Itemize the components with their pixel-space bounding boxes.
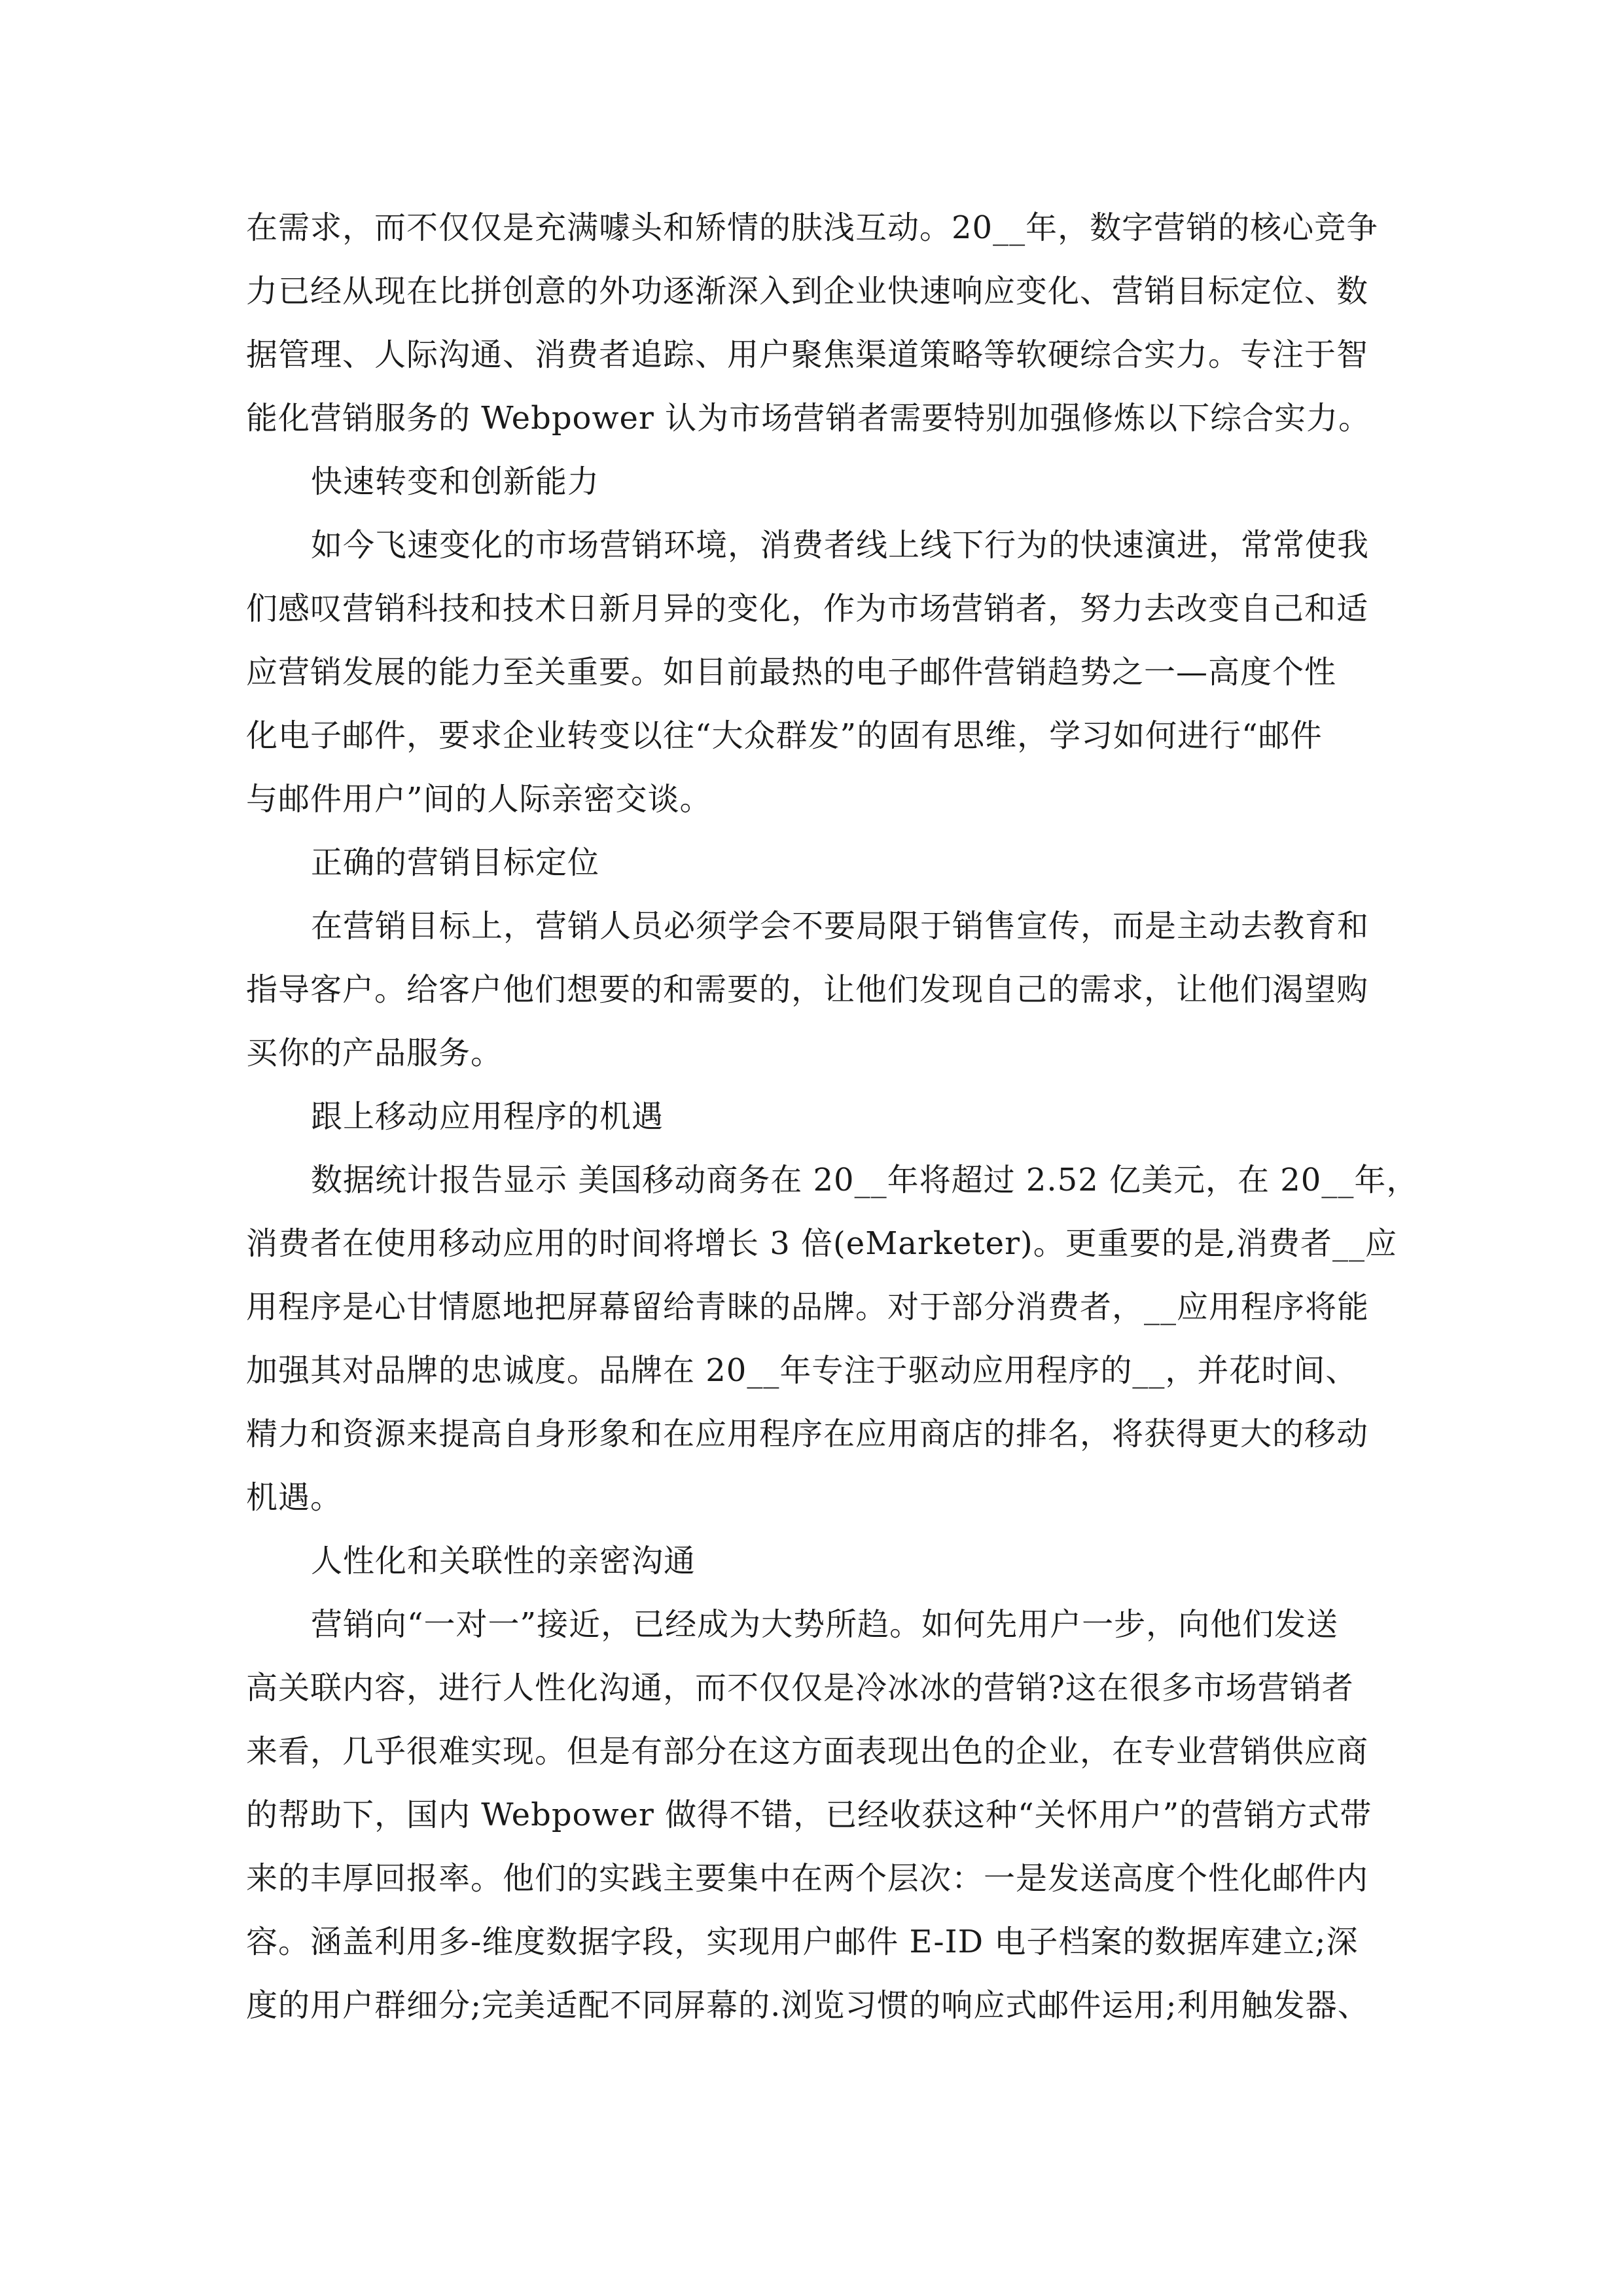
text-line: 容。涵盖利用多-维度数据字段，实现用户邮件 E-ID 电子档案的数据库建立;深 [246,1924,1359,1960]
text-line: 应营销发展的能力至关重要。如目前最热的电子邮件营销趋势之一—高度个性 [246,654,1337,691]
paragraph-start-line: 如今飞速变化的市场营销环境，消费者线上线下行为的快速演进，常常使我 [311,527,1370,564]
text-line: 们感叹营销科技和技术日新月异的变化，作为市场营销者，努力去改变自己和适 [246,590,1369,627]
text-line: 用程序是心甘情愿地把屏幕留给青睐的品牌。对于部分消费者，__应用程序将能 [246,1289,1370,1325]
text-line: 高关联内容，进行人性化沟通，而不仅仅是冷冰冰的营销?这在很多市场营销者 [246,1670,1354,1706]
text-line: 买你的产品服务。 [246,1035,503,1071]
text-line: 机遇。 [246,1479,343,1516]
text-line: 的帮助下，国内 Webpower 做得不错，已经收获这种“关怀用户”的营销方式带 [246,1797,1372,1833]
text-line: 加强其对品牌的忠诚度。品牌在 20__年专注于驱动应用程序的__，并花时间、 [246,1352,1358,1389]
text-line: 在需求，而不仅仅是充满噱头和矫情的肤浅互动。20__年，数字营销的核心竞争 [246,209,1379,246]
text-line: 度的用户群细分;完美适配不同屏幕的.浏览习惯的响应式邮件运用;利用触发器、 [246,1987,1370,2024]
text-line: 能化营销服务的 Webpower 认为市场营销者需要特别加强修炼以下综合实力。 [246,400,1371,437]
text-line: 来的丰厚回报率。他们的实践主要集中在两个层次：一是发送高度个性化邮件内 [246,1860,1369,1897]
text-line: 指导客户。给客户他们想要的和需要的，让他们发现自己的需求，让他们渴望购 [246,971,1369,1008]
paragraph-start-line: 快速转变和创新能力 [311,463,600,500]
document-body [246,196,1419,2037]
text-line: 与邮件用户”间的人际亲密交谈。 [246,781,712,817]
paragraph-start-line: 数据统计报告显示 美国移动商务在 20__年将超过 2.52 亿美元，在 20__年， [311,1162,1419,1198]
paragraph-start-line: 人性化和关联性的亲密沟通 [311,1543,696,1579]
text-line: 力已经从现在比拼创意的外功逐渐深入到企业快速响应变化、营销目标定位、数 [246,273,1369,310]
paragraph-start-line: 营销向“一对一”接近，已经成为大势所趋。如何先用户一步，向他们发送 [311,1606,1339,1643]
paragraph-start-line: 在营销目标上，营销人员必须学会不要局限于销售宣传，而是主动去教育和 [311,908,1370,944]
text-line: 消费者在使用移动应用的时间将增长 3 倍(eMarketer)。更重要的是,消费者__应 [246,1225,1398,1262]
text-line: 精力和资源来提高自身形象和在应用程序在应用商店的排名，将获得更大的移动 [246,1416,1369,1452]
paragraph-start-line: 正确的营销目标定位 [311,844,600,881]
text-line: 来看，几乎很难实现。但是有部分在这方面表现出色的企业，在专业营销供应商 [246,1733,1369,1770]
text-line: 据管理、人际沟通、消费者追踪、用户聚焦渠道策略等软硬综合实力。专注于智 [246,336,1369,373]
paragraph-start-line: 跟上移动应用程序的机遇 [311,1098,664,1135]
text-line: 化电子邮件，要求企业转变以往“大众群发”的固有思维，学习如何进行“邮件 [246,717,1323,754]
